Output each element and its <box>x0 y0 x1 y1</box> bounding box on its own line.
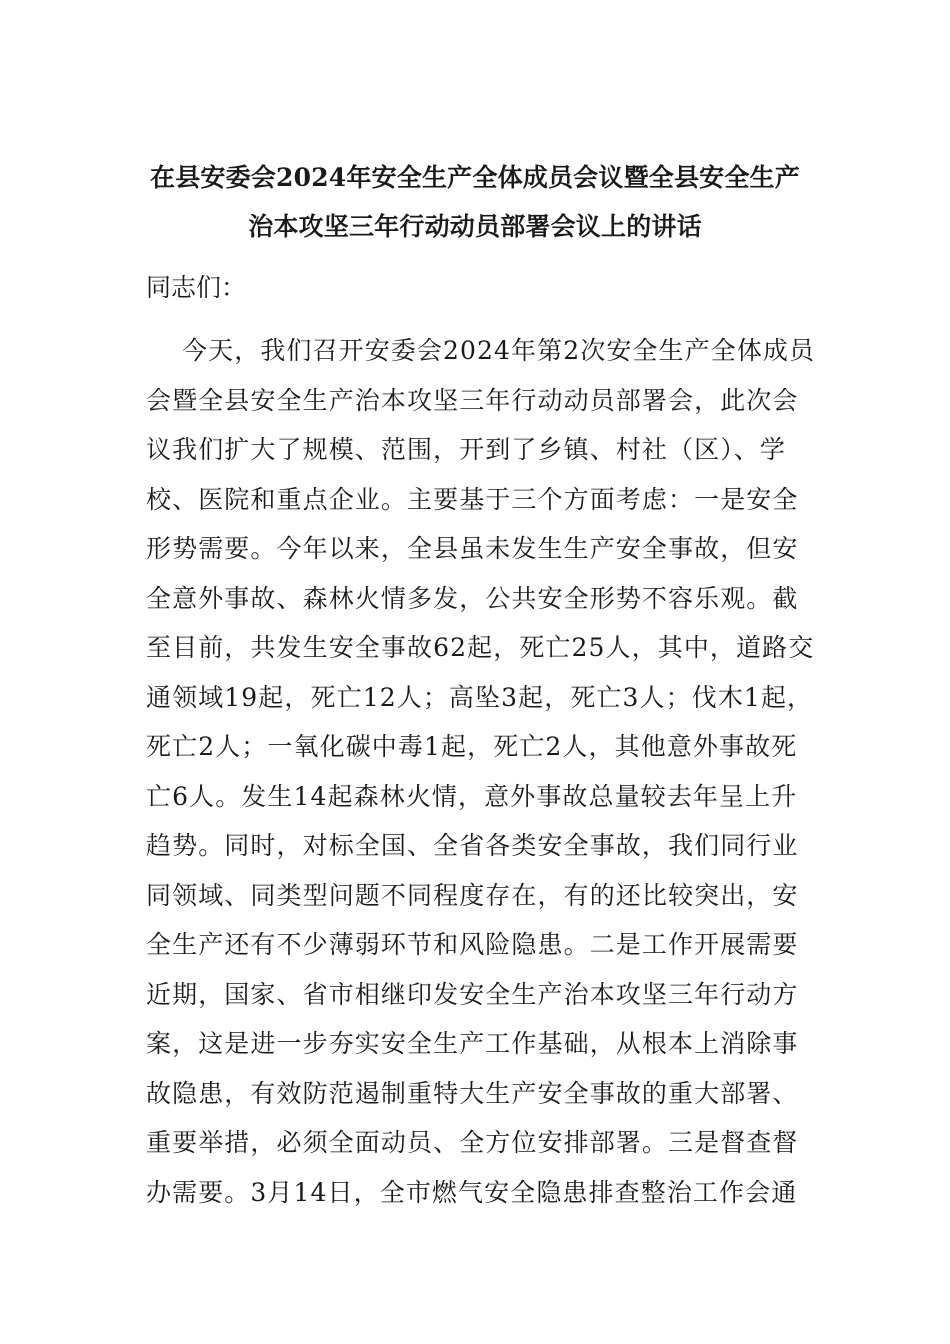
document-title-line-2: 治本攻坚三年行动动员部署会议上的讲话 <box>248 212 702 241</box>
body-line: 今天，我们召开安委会2024年第2次安全生产全体成员 <box>182 336 816 365</box>
body-paragraph <box>146 337 818 1228</box>
salutation: 同志们： <box>146 273 247 302</box>
body-line: 死亡2人；一氧化碳中毒1起，死亡2人，其他意外事故死 <box>146 732 798 761</box>
body-line: 同领域、同类型问题不同程度存在，有的还比较突出，安 <box>146 880 799 910</box>
body-line: 近期，国家、省市相继印发安全生产治本攻坚三年行动方 <box>146 979 799 1009</box>
body-line: 议我们扩大了规模、范围，开到了乡镇、村社（区）、学 <box>146 435 787 464</box>
body-line: 会暨全县安全生产治本攻坚三年行动动员部署会，此次会 <box>146 385 799 415</box>
body-line: 通领域19起，死亡12人；高坠3起，死亡3人；伐木1起， <box>146 682 814 712</box>
body-line: 故隐患，有效防范遏制重特大生产安全事故的重大部署、 <box>146 1078 799 1108</box>
body-line: 至目前，共发生安全事故62起，死亡25人，其中，道路交 <box>146 633 815 662</box>
document-title-line-1: 在县安委会2024年安全生产全体成员会议暨全县安全生产 <box>150 163 800 192</box>
body-line: 办需要。3月14日，全市燃气安全隐患排查整治工作会通 <box>146 1177 798 1207</box>
body-line: 案，这是进一步夯实安全生产工作基础，从根本上消除事 <box>146 1029 799 1058</box>
body-line: 全意外事故、森林火情多发，公共安全形势不容乐观。截 <box>146 583 799 613</box>
body-line: 全生产还有不少薄弱环节和风险隐患。二是工作开展需要 <box>146 930 799 959</box>
body-line: 亡6人。发生14起森林火情，意外事故总量较去年呈上升 <box>146 781 798 811</box>
body-line: 形势需要。今年以来，全县虽未发生生产安全事故，但安 <box>146 534 799 563</box>
body-line: 趋势。同时，对标全国、全省各类安全事故，我们同行业 <box>146 831 799 860</box>
body-line: 校、医院和重点企业。主要基于三个方面考虑：一是安全 <box>146 484 799 514</box>
body-line: 重要举措，必须全面动员、全方位安排部署。三是督查督 <box>146 1128 799 1157</box>
